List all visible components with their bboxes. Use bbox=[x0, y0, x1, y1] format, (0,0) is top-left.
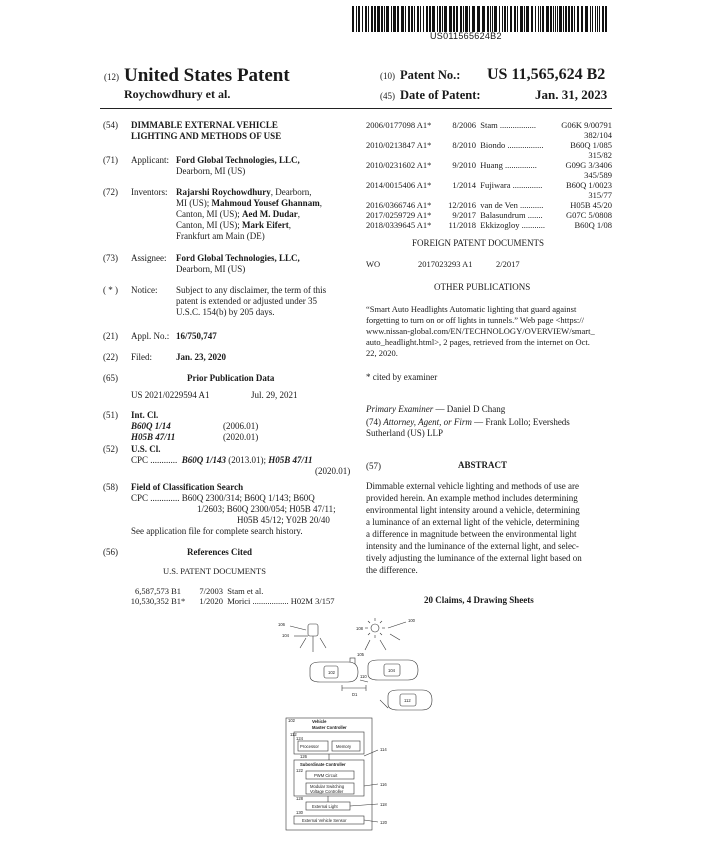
inventors-label: Inventors: bbox=[131, 187, 168, 197]
title-line-1: DIMMABLE EXTERNAL VEHICLE bbox=[131, 120, 278, 130]
abstract-line: a luminance of an external light of the vehicle, determining bbox=[366, 517, 580, 527]
us-ref-star: * bbox=[181, 596, 186, 606]
barcode-bar bbox=[397, 6, 399, 32]
ref-name: Fujiwara .............. bbox=[480, 180, 543, 190]
barcode-bar bbox=[426, 6, 428, 32]
barcode-bar bbox=[507, 6, 508, 32]
int-cl-2-date: (2020.01) bbox=[223, 432, 259, 442]
abstract-line: tively adjusting the luminance of the external light based on bbox=[366, 553, 582, 563]
references-heading: References Cited bbox=[187, 547, 253, 557]
barcode-bar bbox=[358, 6, 360, 32]
code-22: (22) bbox=[103, 352, 118, 362]
barcode-bar bbox=[504, 6, 506, 32]
ref-118: 118 bbox=[380, 802, 387, 807]
barcode-bar bbox=[472, 6, 475, 32]
barcode-bar bbox=[592, 6, 593, 32]
ref-122: 122 bbox=[296, 768, 303, 773]
barcode bbox=[352, 6, 608, 32]
abstract-line: intensity and the luminance of the external light, and selec- bbox=[366, 541, 579, 551]
barcode-bar bbox=[540, 6, 541, 32]
vehicle-112-label: 112 bbox=[404, 698, 411, 703]
abstract-heading: ABSTRACT bbox=[458, 460, 508, 470]
ref-102: 102 bbox=[288, 718, 295, 723]
other-pub-line-5: 22, 2020. bbox=[366, 348, 398, 358]
us-ref-row bbox=[116, 596, 334, 607]
int-cl-2: H05B 47/11 bbox=[131, 432, 176, 442]
barcode-bar bbox=[590, 6, 591, 32]
barcode-bar bbox=[557, 6, 558, 32]
ref-name: Biondo ................. bbox=[480, 140, 544, 150]
patent-date: Jan. 31, 2023 bbox=[535, 87, 608, 102]
foreign-docs-heading: FOREIGN PATENT DOCUMENTS bbox=[412, 238, 545, 248]
ref-no: 2016/0366746 A1* bbox=[366, 200, 432, 210]
ref-date: 11/2018 bbox=[448, 220, 476, 230]
appl-no-label: Appl. No.: bbox=[131, 331, 170, 341]
barcode-bar bbox=[463, 6, 464, 32]
barcode-bar bbox=[408, 6, 410, 32]
ref-no: 2014/0015406 A1* bbox=[366, 180, 432, 190]
ref-105: 105 bbox=[357, 652, 364, 657]
barcode-number: US011565624B2 bbox=[430, 31, 502, 41]
attorney-label: Attorney, Agent, or Firm bbox=[383, 417, 472, 427]
ref-124: 124 bbox=[296, 736, 303, 741]
claims-count: 20 Claims, 4 Drawing Sheets bbox=[424, 595, 534, 605]
barcode-bar bbox=[386, 6, 389, 32]
field-search-line-2: 1/2603; B60Q 2300/054; H05B 47/11; bbox=[197, 504, 336, 514]
barcode-bar bbox=[571, 6, 573, 32]
us-cl-a: B60Q 1/143 bbox=[181, 455, 227, 465]
us-cl-b-date: (2020.01) bbox=[315, 466, 351, 476]
code-54: (54) bbox=[103, 120, 118, 130]
barcode-bar bbox=[371, 6, 373, 32]
barcode-bar bbox=[405, 6, 406, 32]
external-light-label: External Light bbox=[312, 804, 338, 809]
barcode-bar bbox=[362, 6, 363, 32]
prior-pub-no: US 2021/0229594 A1 bbox=[131, 390, 210, 400]
other-pub-line-3: www.nissan-global.com/EN/TECHNOLOGY/OVERVIEW/smart_ bbox=[366, 326, 595, 336]
ref-class: B60Q 1/0023 bbox=[565, 180, 612, 190]
inventor-3-post: , bbox=[297, 209, 300, 219]
ref-no: 2010/0231602 A1* bbox=[366, 160, 432, 170]
code-72: (72) bbox=[103, 187, 118, 197]
ref-date: 1/2014 bbox=[452, 180, 476, 190]
attorney-name: — Frank Lollo; Eversheds bbox=[471, 417, 570, 427]
barcode-bar bbox=[352, 6, 354, 32]
code-74: (74) bbox=[366, 417, 381, 427]
foreign-ref-cc: WO bbox=[366, 259, 381, 269]
assignee-label: Assignee: bbox=[131, 253, 167, 263]
barcode-bar bbox=[538, 6, 539, 32]
ref-date: 12/2016 bbox=[448, 200, 476, 210]
barcode-bar bbox=[381, 6, 383, 32]
ref-100: 100 bbox=[408, 618, 415, 623]
barcode-bar bbox=[559, 6, 562, 32]
barcode-bar bbox=[510, 6, 512, 32]
primary-examiner bbox=[366, 404, 505, 415]
barcode-bar bbox=[568, 6, 570, 32]
us-cl-dots: ............ bbox=[148, 455, 178, 465]
ref-row bbox=[366, 160, 537, 171]
appl-no: 16/750,747 bbox=[176, 331, 217, 341]
ref-name: Huang ............... bbox=[480, 160, 537, 170]
barcode-bar bbox=[393, 6, 396, 32]
sun-icon bbox=[371, 624, 379, 632]
barcode-bar bbox=[442, 6, 443, 32]
int-cl-1-date: (2006.01) bbox=[223, 421, 259, 431]
field-search-line-1: CPC ............. B60Q 2300/314; B60Q 1/143; B60Q bbox=[131, 493, 315, 503]
int-cl-label: Int. Cl. bbox=[131, 410, 159, 420]
other-pub-line-1: “Smart Auto Headlights Automatic lighting that guard against bbox=[366, 304, 577, 314]
barcode-bar bbox=[437, 6, 438, 32]
ref-class: B60Q 1/08 bbox=[574, 220, 612, 230]
code-45: (45) bbox=[380, 91, 395, 101]
date-label: Date of Patent: bbox=[400, 88, 481, 102]
code-12: (12) bbox=[104, 72, 119, 82]
barcode-bar bbox=[420, 6, 421, 32]
code-65: (65) bbox=[103, 373, 118, 383]
barcode-bar bbox=[531, 6, 533, 32]
inventor-line-4 bbox=[176, 220, 291, 231]
abstract-line: environmental light intensity around a vehicle, determining bbox=[366, 505, 580, 515]
ref-no: 2010/0213847 A1* bbox=[366, 140, 432, 150]
barcode-bar bbox=[477, 6, 480, 32]
barcode-bar bbox=[535, 6, 536, 32]
code-58: (58) bbox=[103, 482, 118, 492]
barcode-bar bbox=[487, 6, 489, 32]
barcode-bar bbox=[423, 6, 424, 32]
ref-name: Balasundrum ....... bbox=[480, 210, 543, 220]
inventor-2-pre: MI (US); bbox=[176, 198, 212, 208]
barcode-bar bbox=[599, 6, 600, 32]
barcode-bar bbox=[460, 6, 462, 32]
inventor-1-loc: , Dearborn, bbox=[270, 187, 312, 197]
ref-class: G09G 3/3406 bbox=[565, 160, 612, 170]
barcode-bar bbox=[374, 6, 376, 32]
barcode-bar bbox=[492, 6, 493, 32]
dimension-d1: D1 bbox=[352, 692, 358, 697]
code-10: (10) bbox=[380, 71, 395, 81]
prior-pub-heading: Prior Publication Data bbox=[187, 373, 275, 383]
ref-no: 2017/0259729 A1* bbox=[366, 210, 432, 220]
barcode-bar bbox=[553, 6, 554, 32]
applicant-location: Dearborn, MI (US) bbox=[176, 166, 246, 176]
abstract-line: the difference. bbox=[366, 565, 418, 575]
ref-name: Ekkizogloy ........... bbox=[480, 220, 545, 230]
us-ref-class: H02M 3/157 bbox=[290, 596, 335, 606]
barcode-bar bbox=[581, 6, 583, 32]
barcode-bar bbox=[524, 6, 525, 32]
inventor-2-post: , bbox=[319, 198, 322, 208]
prior-pub-date: Jul. 29, 2021 bbox=[251, 390, 298, 400]
barcode-bar bbox=[453, 6, 455, 32]
barcode-bar bbox=[365, 6, 367, 32]
inventor-4-name: Mark Eifert bbox=[242, 220, 289, 230]
barcode-bar bbox=[605, 6, 607, 32]
ref-120: 120 bbox=[380, 820, 387, 825]
ref-class-continued: 315/82 bbox=[588, 150, 612, 160]
abstract-line: provided herein. An example method includes determining bbox=[366, 493, 578, 503]
ref-116: 116 bbox=[380, 782, 387, 787]
applicant-name: Ford Global Technologies, LLC, bbox=[176, 155, 300, 165]
barcode-bar bbox=[439, 6, 441, 32]
notice-line-2: patent is extended or adjusted under 35 bbox=[176, 296, 317, 306]
us-cl-b: H05B 47/11 bbox=[268, 455, 313, 465]
us-ref-date: 7/2003 bbox=[199, 586, 223, 596]
ref-128: 128 bbox=[296, 796, 303, 801]
us-cl-label: U.S. Cl. bbox=[131, 444, 161, 454]
inventor-short: Roychowdhury et al. bbox=[124, 87, 231, 101]
us-ref-name: Morici ................. bbox=[227, 596, 289, 606]
ref-class: G06K 9/00791 bbox=[561, 120, 612, 130]
attorney-line-2: Sutherland (US) LLP bbox=[366, 428, 443, 438]
foreign-ref-no: 2017023293 A1 bbox=[418, 259, 473, 269]
us-ref-no: 6,587,573 B1 bbox=[134, 586, 181, 596]
pwm-circuit-label: PWM Circuit bbox=[314, 773, 338, 778]
vehicle-104-label: 104 bbox=[388, 668, 395, 673]
subordinate-controller-title: Subordinate Controller bbox=[300, 762, 346, 767]
barcode-bar bbox=[411, 6, 413, 32]
barcode-bar bbox=[414, 6, 415, 32]
examiner-label: Primary Examiner bbox=[366, 404, 434, 414]
inventor-line-3 bbox=[176, 209, 300, 220]
ref-130: 130 bbox=[296, 810, 303, 815]
ref-row bbox=[366, 120, 536, 131]
code-71: (71) bbox=[103, 155, 118, 165]
other-pub-line-2: forgetting to turn on or off lights in tunnels.” Web page <https:// bbox=[366, 315, 585, 325]
barcode-bar bbox=[401, 6, 404, 32]
ref-class: G07C 5/0808 bbox=[565, 210, 612, 220]
barcode-bar bbox=[368, 6, 369, 32]
ref-106: 106 bbox=[278, 622, 285, 627]
code-57: (57) bbox=[366, 461, 381, 471]
ref-date: 8/2010 bbox=[452, 140, 476, 150]
ref-class: B60Q 1/085 bbox=[570, 140, 612, 150]
inventor-4-pre: Canton, MI (US); bbox=[176, 220, 242, 230]
barcode-bar bbox=[597, 6, 598, 32]
barcode-bar bbox=[444, 6, 447, 32]
ref-date: 9/2017 bbox=[452, 210, 476, 220]
field-search-line-3: H05B 45/12; Y02B 20/40 bbox=[237, 515, 330, 525]
code-56: (56) bbox=[103, 547, 118, 557]
barcode-bar bbox=[502, 6, 503, 32]
inventor-2-name: Mahmoud Yousef Ghannam bbox=[211, 198, 320, 208]
barcode-bar bbox=[499, 6, 500, 32]
us-ref-date: 1/2020 bbox=[199, 596, 223, 606]
vehicle-102-label: 102 bbox=[328, 670, 335, 675]
barcode-bar bbox=[449, 6, 452, 32]
other-pub-line-4: auto_headlight.html>, 2 pages, retrieved from the internet on Oct. bbox=[366, 337, 590, 347]
barcode-bar bbox=[546, 6, 549, 32]
barcode-bar bbox=[356, 6, 357, 32]
assignee-name: Ford Global Technologies, LLC, bbox=[176, 253, 300, 263]
filed-label: Filed: bbox=[131, 352, 153, 362]
patent-type: United States Patent bbox=[124, 65, 290, 86]
notice-line-3: U.S.C. 154(b) by 205 days. bbox=[176, 307, 275, 317]
field-search-label: Field of Classification Search bbox=[131, 482, 244, 492]
code-notice: ( * ) bbox=[103, 285, 118, 295]
barcode-bar bbox=[565, 6, 567, 32]
inventor-line-2 bbox=[176, 198, 322, 209]
barcode-bar bbox=[517, 6, 518, 32]
barcode-bar bbox=[520, 6, 523, 32]
field-search-line-4: See application file for complete search history. bbox=[131, 526, 303, 536]
ref-name: Stam ................. bbox=[480, 120, 536, 130]
ref-no: 2018/0339645 A1* bbox=[366, 220, 432, 230]
barcode-bar bbox=[482, 6, 485, 32]
barcode-bar bbox=[514, 6, 516, 32]
code-73: (73) bbox=[103, 253, 118, 263]
barcode-bar bbox=[429, 6, 431, 32]
us-cl-cpc: CPC bbox=[131, 455, 149, 465]
barcode-bar bbox=[550, 6, 552, 32]
barcode-bar bbox=[494, 6, 497, 32]
ref-class: H05B 45/20 bbox=[570, 200, 612, 210]
filed-date: Jan. 23, 2020 bbox=[176, 352, 227, 362]
header-rule bbox=[100, 108, 612, 109]
barcode-bar bbox=[602, 6, 604, 32]
code-21: (21) bbox=[103, 331, 118, 341]
ref-108: 108 bbox=[356, 626, 363, 631]
attorney-line-1 bbox=[366, 417, 570, 428]
barcode-bar bbox=[555, 6, 556, 32]
foreign-ref-date: 2/2017 bbox=[496, 259, 520, 269]
abstract-line: a difference in magnitude between the environmental light bbox=[366, 529, 577, 539]
other-pubs-heading: OTHER PUBLICATIONS bbox=[434, 282, 531, 292]
notice-label: Notice: bbox=[131, 285, 158, 295]
barcode-bar bbox=[585, 6, 588, 32]
title-line-2: LIGHTING AND METHODS OF USE bbox=[131, 131, 282, 141]
inventor-line-1 bbox=[176, 187, 312, 198]
ref-114: 114 bbox=[380, 747, 387, 752]
barcode-bar bbox=[490, 6, 491, 32]
processor-label: Processor bbox=[300, 744, 319, 749]
modular-switching-label-1: Modular Switching bbox=[310, 784, 345, 789]
notice-line-1: Subject to any disclaimer, the term of this bbox=[176, 285, 327, 295]
barcode-bar bbox=[456, 6, 458, 32]
patent-no-label: Patent No.: bbox=[400, 68, 461, 82]
barcode-bar bbox=[542, 6, 544, 32]
barcode-bar bbox=[391, 6, 392, 32]
barcode-bar bbox=[432, 6, 435, 32]
barcode-bar bbox=[577, 6, 579, 32]
ref-date: 9/2010 bbox=[452, 160, 476, 170]
ref-class-continued: 315/77 bbox=[588, 190, 612, 200]
examiner-name: — Daniel D Chang bbox=[433, 404, 506, 414]
ref-no: 2006/0177098 A1* bbox=[366, 120, 432, 130]
abstract-line: Dimmable external vehicle lighting and methods of use are bbox=[366, 481, 579, 491]
us-cl-a-date: (2013.01); bbox=[226, 455, 269, 465]
barcode-bar bbox=[417, 6, 419, 32]
ref-row bbox=[366, 220, 545, 231]
barcode-bar bbox=[377, 6, 380, 32]
inventor-3-pre: Canton, MI (US); bbox=[176, 209, 242, 219]
us-patent-docs-heading: U.S. PATENT DOCUMENTS bbox=[163, 566, 266, 576]
barcode-bar bbox=[574, 6, 575, 32]
barcode-bar bbox=[563, 6, 564, 32]
barcode-bar bbox=[595, 6, 596, 32]
inventor-4-location: Frankfurt am Main (DE) bbox=[176, 231, 265, 241]
applicant-label: Applicant: bbox=[131, 155, 169, 165]
street-light-icon bbox=[300, 624, 326, 652]
representative-drawing bbox=[270, 610, 440, 842]
inventor-3-name: Aed M. Dudar bbox=[242, 209, 298, 219]
inventor-1-name: Rajarshi Roychowdhury bbox=[176, 187, 271, 197]
ref-row bbox=[366, 140, 544, 151]
barcode-bar bbox=[465, 6, 468, 32]
ref-126: 126 bbox=[300, 754, 307, 759]
ref-date: 8/2006 bbox=[452, 120, 476, 130]
assignee-location: Dearborn, MI (US) bbox=[176, 264, 246, 274]
memory-label: Memory bbox=[336, 744, 352, 749]
modular-switching-label-2: Voltage Controller bbox=[310, 789, 344, 794]
sun-rays bbox=[365, 618, 385, 638]
cited-by-examiner: * cited by examiner bbox=[366, 372, 438, 382]
us-ref-name: Stam et al. bbox=[227, 586, 264, 596]
us-cl-line bbox=[131, 455, 313, 466]
ref-110: 110 bbox=[360, 674, 367, 679]
code-52: (52) bbox=[103, 444, 118, 454]
barcode-bar bbox=[526, 6, 529, 32]
ref-class-continued: 382/104 bbox=[584, 130, 612, 140]
ref-104: 104 bbox=[282, 633, 289, 638]
ref-class-continued: 345/589 bbox=[584, 170, 612, 180]
patent-number: US 11,565,624 B2 bbox=[487, 66, 606, 83]
inventor-4-post: , bbox=[288, 220, 291, 230]
ref-name: van de Ven ........... bbox=[480, 200, 544, 210]
vehicle-title: Vehicle bbox=[312, 719, 327, 724]
code-51: (51) bbox=[103, 410, 118, 420]
master-controller-title: Master Controller bbox=[312, 725, 347, 730]
ref-112: 112 bbox=[290, 732, 297, 737]
barcode-bar bbox=[469, 6, 470, 32]
int-cl-1: B60Q 1/14 bbox=[131, 421, 171, 431]
barcode-bar bbox=[384, 6, 385, 32]
external-sensor-label: External Vehicle Sensor bbox=[302, 818, 347, 823]
us-ref-no: 10,530,352 B1 bbox=[130, 596, 181, 606]
ref-row bbox=[366, 180, 542, 191]
